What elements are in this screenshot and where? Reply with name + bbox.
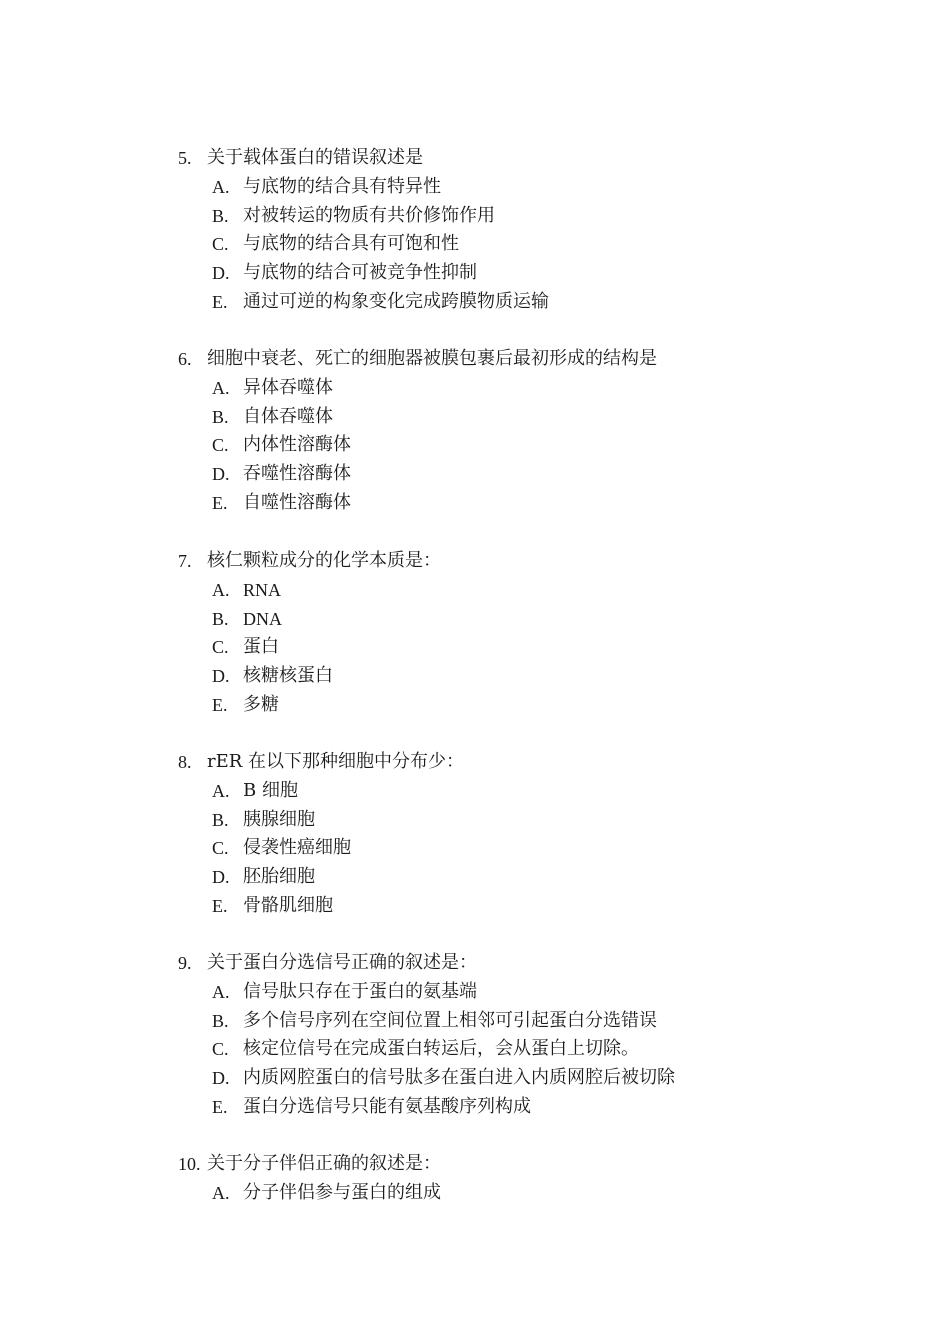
option-item <box>178 576 878 605</box>
option-text: 蛋白分选信号只能有氨基酸序列构成 <box>243 1095 531 1117</box>
option-item <box>178 431 878 460</box>
option-text: DNA <box>243 608 282 629</box>
question-stem: 关于载体蛋白的错误叙述是 <box>207 147 423 168</box>
option-text: 与底物的结合具有可饱和性 <box>243 233 459 255</box>
option-letter: A. <box>212 981 230 1002</box>
option-letter: B. <box>212 1010 229 1031</box>
option-letter: E. <box>212 291 228 312</box>
option-letter: D. <box>212 666 230 687</box>
option-item <box>178 1179 878 1208</box>
question-10 <box>178 1150 878 1208</box>
option-item <box>178 288 878 317</box>
option-item <box>178 259 878 288</box>
option-text: 内质网腔蛋白的信号肽多在蛋白进入内质网腔后被切除 <box>243 1067 675 1089</box>
option-item <box>178 1064 878 1093</box>
option-letter: D. <box>212 464 230 485</box>
option-item <box>178 978 878 1007</box>
option-text: 与底物的结合可被竞争性抑制 <box>243 262 477 284</box>
option-letter: B. <box>212 406 229 427</box>
option-item <box>178 691 878 720</box>
question-5 <box>178 144 878 317</box>
option-item <box>178 202 878 231</box>
option-letter: C. <box>212 435 229 456</box>
option-text: 骨骼肌细胞 <box>243 894 333 916</box>
option-text: 核糖核蛋白 <box>243 665 333 687</box>
option-text: 吞噬性溶酶体 <box>243 463 351 485</box>
option-text: 对被转运的物质有共价修饰作用 <box>243 204 495 226</box>
question-number: 10. <box>178 1154 201 1174</box>
option-item <box>178 633 878 662</box>
option-item <box>178 892 878 921</box>
option-letter: A. <box>212 579 230 600</box>
option-letter: B. <box>212 205 229 226</box>
option-letter: C. <box>212 637 229 658</box>
option-letter: D. <box>212 263 230 284</box>
question-stem: rER 在以下那种细胞中分布少： <box>207 751 465 772</box>
option-text: 多个信号序列在空间位置上相邻可引起蛋白分选错误 <box>243 1009 657 1031</box>
question-number: 6. <box>178 349 192 369</box>
option-item <box>178 806 878 835</box>
option-letter: D. <box>212 1068 230 1089</box>
option-letter: C. <box>212 234 229 255</box>
question-number: 7. <box>178 551 192 571</box>
option-text: B 细胞 <box>243 779 298 801</box>
option-letter: E. <box>212 895 228 916</box>
option-item <box>178 605 878 634</box>
option-item <box>178 1093 878 1122</box>
option-text: 自噬性溶酶体 <box>243 491 351 513</box>
question-6 <box>178 345 878 518</box>
option-text: 胰腺细胞 <box>243 808 315 830</box>
option-letter: A. <box>212 780 230 801</box>
question-stem: 关于分子伴侣正确的叙述是： <box>207 1153 441 1174</box>
option-item <box>178 662 878 691</box>
option-item <box>178 403 878 432</box>
question-stem-line <box>178 345 878 374</box>
question-stem: 核仁颗粒成分的化学本质是： <box>207 550 441 571</box>
option-text: 与底物的结合具有特异性 <box>243 175 441 197</box>
option-letter: C. <box>212 1039 229 1060</box>
question-stem-line <box>178 1150 878 1179</box>
option-text: 自体吞噬体 <box>243 405 333 427</box>
option-text: 多糖 <box>243 693 279 715</box>
option-item <box>178 863 878 892</box>
question-number: 5. <box>178 148 192 168</box>
question-stem: 关于蛋白分选信号正确的叙述是： <box>207 952 477 973</box>
question-8 <box>178 748 878 921</box>
option-item <box>178 834 878 863</box>
option-text: 分子伴侣参与蛋白的组成 <box>243 1181 441 1203</box>
option-letter: A. <box>212 377 230 398</box>
option-item <box>178 1035 878 1064</box>
option-letter: B. <box>212 809 229 830</box>
option-letter: E. <box>212 492 228 513</box>
question-stem-line <box>178 144 878 173</box>
option-letter: A. <box>212 176 230 197</box>
option-text: 侵袭性癌细胞 <box>243 837 351 859</box>
option-item <box>178 230 878 259</box>
option-letter: D. <box>212 867 230 888</box>
option-text: 通过可逆的构象变化完成跨膜物质运输 <box>243 290 549 312</box>
option-text: 内体性溶酶体 <box>243 434 351 456</box>
option-item <box>178 1007 878 1036</box>
question-number: 8. <box>178 752 192 772</box>
option-text: 胚胎细胞 <box>243 866 315 888</box>
question-7 <box>178 547 878 720</box>
question-number: 9. <box>178 953 192 973</box>
option-item <box>178 460 878 489</box>
question-9 <box>178 949 878 1122</box>
option-letter: A. <box>212 1182 230 1203</box>
question-stem-line <box>178 547 878 576</box>
option-letter: E. <box>212 694 228 715</box>
option-item <box>178 374 878 403</box>
option-letter: E. <box>212 1096 228 1117</box>
option-text: 信号肽只存在于蛋白的氨基端 <box>243 980 477 1002</box>
question-stem-line <box>178 748 878 777</box>
question-stem-line <box>178 949 878 978</box>
option-letter: B. <box>212 608 229 629</box>
option-item <box>178 489 878 518</box>
option-text: RNA <box>243 579 282 600</box>
option-item <box>178 173 878 202</box>
option-text: 蛋白 <box>243 636 279 658</box>
question-stem: 细胞中衰老、死亡的细胞器被膜包裹后最初形成的结构是 <box>207 348 657 369</box>
option-letter: C. <box>212 838 229 859</box>
option-text: 异体吞噬体 <box>243 376 333 398</box>
option-item <box>178 777 878 806</box>
option-text: 核定位信号在完成蛋白转运后，会从蛋白上切除。 <box>243 1038 639 1060</box>
